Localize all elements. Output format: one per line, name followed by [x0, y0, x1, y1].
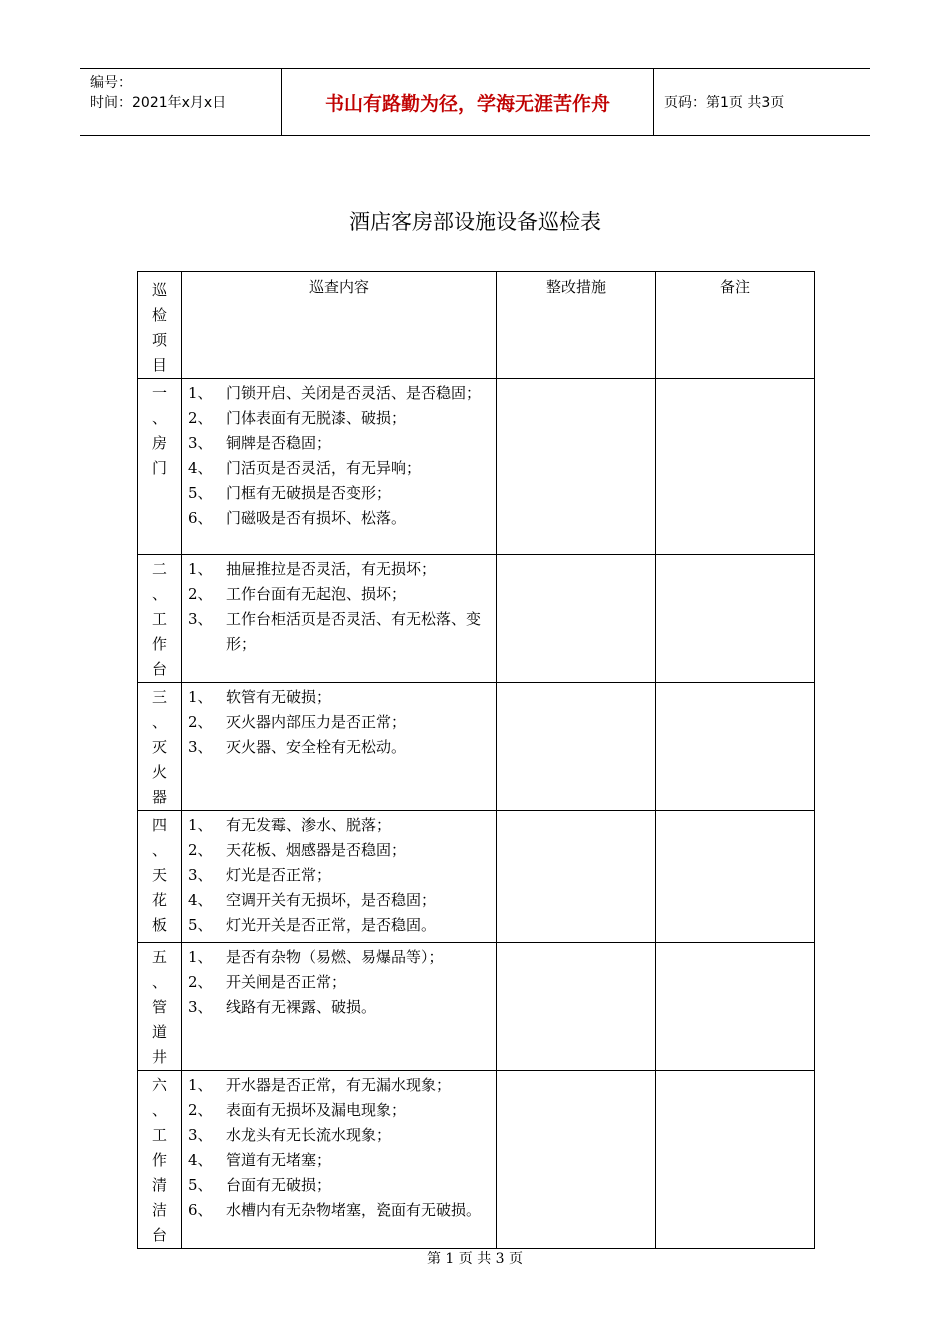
line-text: 水槽内有无杂物堵塞，瓷面有无破损。	[226, 1201, 482, 1219]
inspection-line	[188, 1198, 492, 1223]
inspection-item-char: 工	[151, 1126, 167, 1144]
inspection-line	[188, 685, 492, 710]
line-number: 1、	[188, 948, 213, 966]
line-text: 门体表面有无脱漆、破损；	[226, 409, 407, 427]
line-text: 台面有无破损；	[226, 1176, 332, 1194]
table-header-row	[138, 272, 815, 379]
line-number: 5、	[188, 916, 213, 934]
line-text: 管道有无堵塞；	[226, 1151, 332, 1169]
table-row	[138, 683, 815, 811]
inspection-item-char: 花	[151, 891, 167, 909]
document-date: 时间：2021年x月x日	[90, 95, 227, 111]
table-row	[138, 1071, 815, 1249]
inspection-line	[188, 945, 492, 970]
inspection-table	[137, 271, 815, 1249]
line-text: 工作台面有无起泡、损坏；	[226, 585, 407, 603]
document-header	[80, 68, 870, 136]
inspection-line	[188, 1073, 492, 1098]
header-item-char: 检	[151, 306, 167, 324]
line-number: 2、	[188, 409, 213, 427]
line-number: 1、	[188, 688, 213, 706]
inspection-line	[188, 456, 492, 481]
inspection-content-cell	[182, 1071, 497, 1249]
inspection-line	[188, 607, 492, 657]
inspection-line	[188, 888, 492, 913]
inspection-item-char: 四	[151, 816, 167, 834]
rectification-cell[interactable]	[497, 811, 656, 943]
inspection-item-cell	[138, 1071, 182, 1249]
line-text: 开水器是否正常，有无漏水现象；	[226, 1076, 452, 1094]
remarks-cell[interactable]	[656, 683, 815, 811]
line-number: 3、	[188, 434, 213, 452]
inspection-item-char: 房	[151, 434, 167, 452]
line-text: 门活页是否灵活，有无异响；	[226, 459, 422, 477]
inspection-item-char: 火	[151, 763, 167, 781]
remarks-cell[interactable]	[656, 555, 815, 683]
inspection-item-char: 台	[151, 1226, 167, 1244]
inspection-item-char: 、	[151, 585, 167, 603]
inspection-item-char: 、	[151, 841, 167, 859]
table-body	[138, 379, 815, 1249]
line-number: 4、	[188, 891, 213, 909]
inspection-item-cell	[138, 683, 182, 811]
inspection-line	[188, 1123, 492, 1148]
line-text: 灯光开关是否正常，是否稳固。	[226, 916, 437, 934]
inspection-line	[188, 381, 492, 406]
line-text: 线路有无裸露、破损。	[226, 998, 377, 1016]
inspection-line	[188, 995, 492, 1020]
header-content: 巡查内容	[182, 272, 497, 379]
inspection-item-char: 洁	[151, 1201, 167, 1219]
inspection-line	[188, 1173, 492, 1198]
line-number: 3、	[188, 610, 213, 628]
inspection-item-char: 板	[151, 916, 167, 934]
inspection-item-cell	[138, 555, 182, 683]
table-row	[138, 555, 815, 683]
inspection-line	[188, 1098, 492, 1123]
line-text: 门锁开启、关闭是否灵活、是否稳固；	[226, 384, 482, 402]
line-number: 5、	[188, 1176, 213, 1194]
line-number: 1、	[188, 560, 213, 578]
table-row	[138, 943, 815, 1071]
remarks-cell[interactable]	[656, 379, 815, 555]
document-title: 酒店客房部设施设备巡检表	[349, 210, 601, 234]
inspection-item-char: 门	[151, 459, 167, 477]
line-text: 灭火器内部压力是否正常；	[226, 713, 407, 731]
line-text: 开关闸是否正常；	[226, 973, 347, 991]
line-text: 灯光是否正常；	[226, 866, 332, 884]
inspection-content-cell	[182, 379, 497, 555]
inspection-item-cell	[138, 379, 182, 555]
inspection-item-char: 道	[151, 1023, 167, 1041]
line-number: 1、	[188, 1076, 213, 1094]
line-number: 3、	[188, 1126, 213, 1144]
inspection-item-char: 器	[151, 788, 167, 806]
inspection-line	[188, 913, 492, 938]
line-text: 灭火器、安全栓有无松动。	[226, 738, 407, 756]
inspection-item-cell	[138, 943, 182, 1071]
line-number: 1、	[188, 384, 213, 402]
inspection-line	[188, 710, 492, 735]
table-row	[138, 379, 815, 555]
line-text: 铜牌是否稳固；	[226, 434, 332, 452]
header-item-char: 巡	[151, 281, 167, 299]
line-number: 2、	[188, 1101, 213, 1119]
inspection-line	[188, 582, 492, 607]
line-text: 天花板、烟感器是否稳固；	[226, 841, 407, 859]
header-page-info: 页码：第1页 共3页	[664, 95, 785, 111]
inspection-item-char: 二	[151, 560, 167, 578]
line-number: 1、	[188, 816, 213, 834]
inspection-line	[188, 481, 492, 506]
inspection-item-char: 五	[151, 948, 167, 966]
header-note: 备注	[656, 272, 815, 379]
inspection-item-char: 一	[151, 384, 167, 402]
line-text: 门磁吸是否有损坏、松落。	[226, 509, 407, 527]
line-number: 4、	[188, 459, 213, 477]
inspection-item-cell	[138, 811, 182, 943]
line-text: 是否有杂物（易燃、易爆品等）；	[226, 948, 444, 966]
rectification-cell[interactable]	[497, 683, 656, 811]
remarks-cell[interactable]	[656, 1071, 815, 1249]
inspection-item-char: 台	[151, 660, 167, 678]
line-text: 水龙头有无长流水现象；	[226, 1126, 392, 1144]
line-number: 3、	[188, 866, 213, 884]
line-number: 3、	[188, 998, 213, 1016]
line-text: 工作台柜活页是否灵活、有无松落、变形；	[226, 610, 482, 653]
header-meta	[80, 69, 282, 135]
inspection-item-char: 工	[151, 610, 167, 628]
rectification-cell[interactable]	[497, 943, 656, 1071]
inspection-content-cell	[182, 555, 497, 683]
inspection-line	[188, 735, 492, 760]
rectification-cell[interactable]	[497, 1071, 656, 1249]
inspection-item-char: 、	[151, 409, 167, 427]
line-number: 2、	[188, 841, 213, 859]
inspection-content-cell	[182, 811, 497, 943]
inspection-line	[188, 838, 492, 863]
inspection-line	[188, 431, 492, 456]
line-text: 门框有无破损是否变形；	[226, 484, 392, 502]
inspection-item-char: 作	[151, 635, 167, 653]
document-number-label: 编号：	[90, 75, 132, 91]
header-item	[138, 272, 182, 379]
line-number: 2、	[188, 713, 213, 731]
inspection-item-char: 作	[151, 1151, 167, 1169]
inspection-item-char: 天	[151, 866, 167, 884]
header-motto: 书山有路勤为径，学海无涯苦作舟	[282, 69, 654, 135]
inspection-item-char: 三	[151, 688, 167, 706]
header-fix: 整改措施	[497, 272, 656, 379]
inspection-item-char: 、	[151, 1101, 167, 1119]
inspection-line	[188, 1148, 492, 1173]
line-number: 4、	[188, 1151, 213, 1169]
inspection-content-cell	[182, 943, 497, 1071]
inspection-line	[188, 813, 492, 838]
inspection-item-char: 、	[151, 713, 167, 731]
inspection-item-char: 、	[151, 973, 167, 991]
inspection-line	[188, 863, 492, 888]
inspection-line	[188, 406, 492, 431]
inspection-line	[188, 970, 492, 995]
rectification-cell[interactable]	[497, 379, 656, 555]
line-text: 有无发霉、渗水、脱落；	[226, 816, 392, 834]
line-text: 软管有无破损；	[226, 688, 332, 706]
inspection-item-char: 六	[151, 1076, 167, 1094]
line-number: 3、	[188, 738, 213, 756]
line-number: 5、	[188, 484, 213, 502]
inspection-line	[188, 506, 492, 531]
rectification-cell[interactable]	[497, 555, 656, 683]
remarks-cell[interactable]	[656, 943, 815, 1071]
remarks-cell[interactable]	[656, 811, 815, 943]
line-text: 抽屉推拉是否灵活，有无损坏；	[226, 560, 437, 578]
header-item-char: 目	[151, 356, 167, 374]
inspection-item-char: 清	[151, 1176, 167, 1194]
page-footer: 第 1 页 共 3 页	[426, 1251, 524, 1267]
table-row	[138, 811, 815, 943]
inspection-line	[188, 557, 492, 582]
line-number: 6、	[188, 509, 213, 527]
line-number: 6、	[188, 1201, 213, 1219]
header-item-char: 项	[151, 331, 167, 349]
line-number: 2、	[188, 973, 213, 991]
inspection-item-char: 灭	[151, 738, 167, 756]
line-number: 2、	[188, 585, 213, 603]
inspection-content-cell	[182, 683, 497, 811]
inspection-item-char: 井	[151, 1048, 167, 1066]
line-text: 表面有无损坏及漏电现象；	[226, 1101, 407, 1119]
inspection-item-char: 管	[151, 998, 167, 1016]
line-text: 空调开关有无损坏，是否稳固；	[226, 891, 437, 909]
